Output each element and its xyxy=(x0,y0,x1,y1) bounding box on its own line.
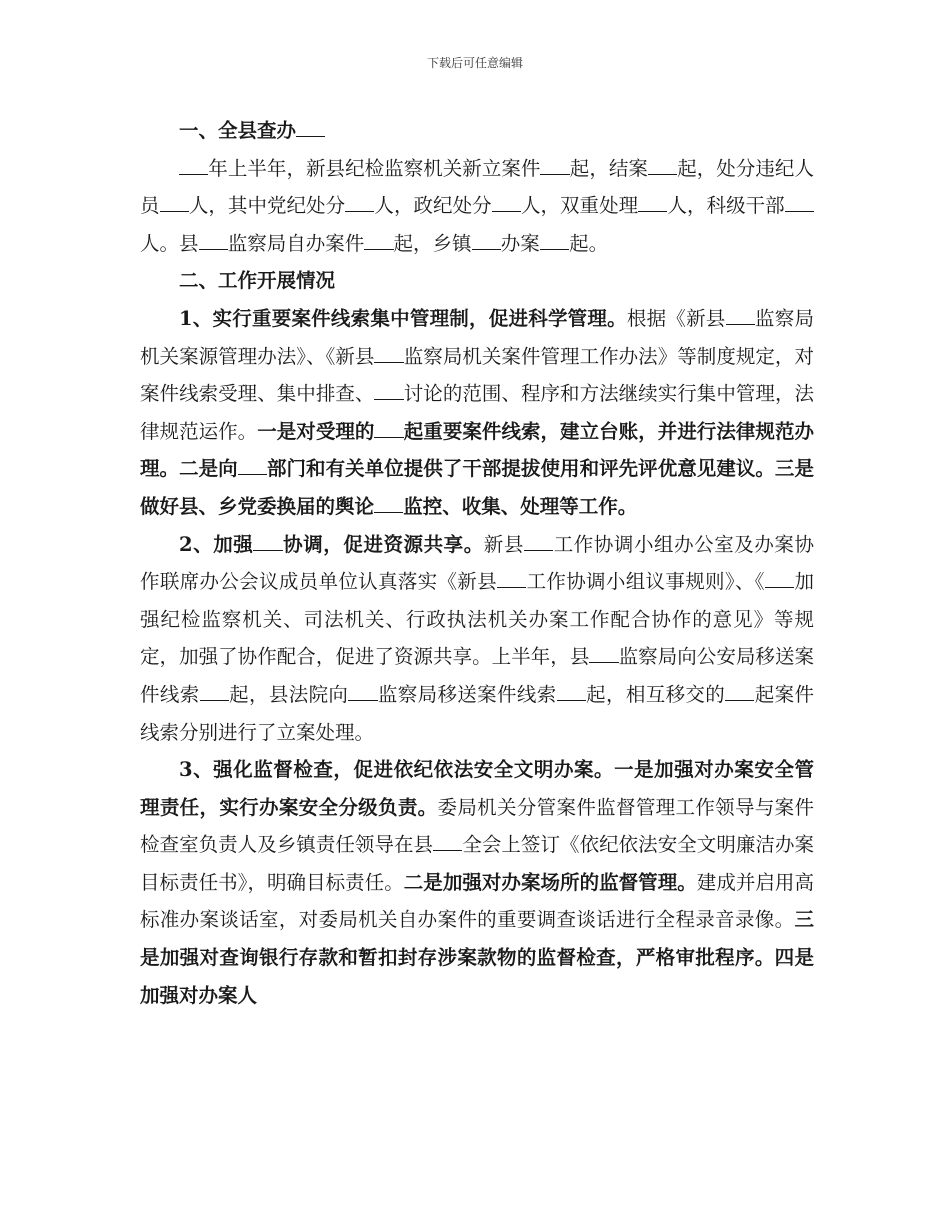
item-1-heading: 1、实行重要案件线索集中管理制，促进科学管理。 xyxy=(179,306,627,330)
blank-line xyxy=(492,193,521,213)
item-2-paragraph: 2、加强 协调，促进资源共享。新县 工作协调小组办公室及办案协作联席办公会议成员单位认真落实《新县 工作协调小组议事规则》、《 加强纪检监察机关、司法机关、行政执法机关办案工作配合协作的意见》等规定，加强了协作配合，促进了资源共享。上半年，县 监察局向公安局移送案件线索 起，县法院向 监察局移送案件线索 起，相互移交的 起案件线索分别进行了立案处理。 xyxy=(140,532,814,744)
blank-line xyxy=(540,230,569,250)
section-1-heading: 一、全县查办 xyxy=(140,112,814,150)
blank-line xyxy=(238,456,267,476)
blank-line xyxy=(638,193,667,213)
document-body xyxy=(140,112,814,1014)
blank-line xyxy=(345,193,374,213)
blank-line xyxy=(785,193,814,213)
blank-line xyxy=(497,569,526,589)
item-3-paragraph: 3、强化监督检查，促进依纪依法安全文明办案。一是加强对办案安全管理责任，实行办案安全分级负责。委局机关分管案件监督管理工作领导与案件检查室负责人及乡镇责任领导在县 全会上签订《依纪依法安全文明廉洁办案目标责任书》，明确目标责任。二是加强对办案场所的监督管理。建成并启用高标准办案谈话室，对委局机关自办案件的重要调查谈话进行全程录音录像。三是加强对查询银行存款和暂扣封存涉案款物的监督检查，严格审批程序。四是加强对办案人 xyxy=(140,758,814,1007)
blank-line xyxy=(540,155,569,175)
blank-line xyxy=(524,531,553,551)
item-3-heading: 3、强化监督检查，促进依纪依法安全文明办案。一是加强对办案安全管理责任，实行办案安全分级负责。 xyxy=(140,758,814,819)
blank-line xyxy=(296,117,325,137)
blank-line xyxy=(374,343,403,363)
blank-line xyxy=(725,681,754,701)
blank-line xyxy=(253,531,282,551)
blank-line xyxy=(200,681,229,701)
blank-line xyxy=(374,381,403,401)
blank-line xyxy=(557,681,586,701)
item-1-paragraph: 1、实行重要案件线索集中管理制，促进科学管理。根据《新县 监察局机关案源管理办法》、《新县 监察局机关案件管理工作办法》等制度规定，对案件线索受理、集中排查、 讨论的范围、程序和方法继续实行集中管理，法律规范运作。一是对受理的 起重要案件线索，建立台账，并进行法律规范办理。二是向 部门和有关单位提供了干部提拔使用和评先评优意见建议。三是做好县、乡党委换届的舆论 监控、收集、处理等工作。 xyxy=(140,306,814,518)
blank-line xyxy=(472,230,501,250)
blank-line xyxy=(199,230,228,250)
section-2-heading: 二、工作开展情况 xyxy=(179,269,336,293)
blank-line xyxy=(364,230,393,250)
blank-line xyxy=(348,681,377,701)
blank-line xyxy=(374,418,403,438)
blank-line xyxy=(648,155,677,175)
blank-line xyxy=(726,305,755,325)
item-2-heading: 2、加强 协调，促进资源共享。 xyxy=(179,532,484,556)
blank-line xyxy=(374,493,403,513)
blank-line xyxy=(179,155,208,175)
section-1-paragraph: 年上半年，新县纪检监察机关新立案件 起，结案 起，处分违纪人员 人，其中党纪处分 人，政纪处分 人，双重处理 人，科级干部人。县 监察局自办案件 起，乡镇 办案 起。 xyxy=(140,156,814,255)
blank-line xyxy=(765,569,794,589)
blank-line xyxy=(433,832,462,852)
blank-line xyxy=(589,644,618,664)
page-header: 下载后可任意编辑 xyxy=(426,56,523,70)
blank-line xyxy=(160,193,189,213)
